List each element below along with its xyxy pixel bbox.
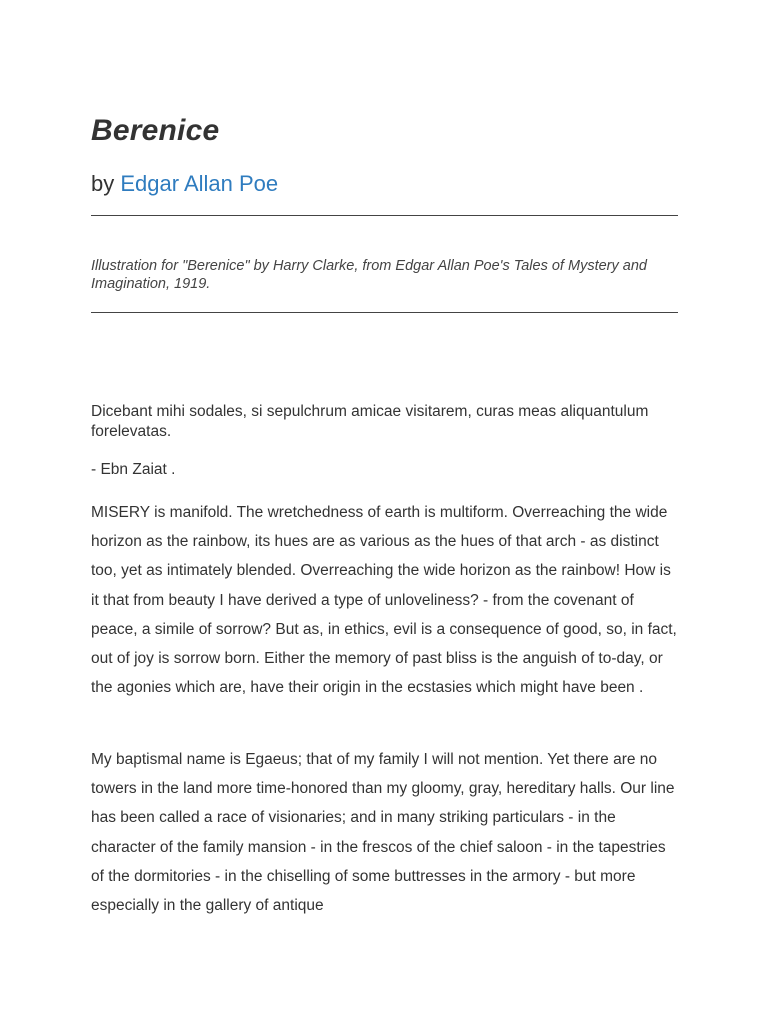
byline-prefix: by [91, 171, 115, 196]
illustration-caption: Illustration for "Berenice" by Harry Clarke, from Edgar Allan Poe's Tales of Mystery and Imagination, 1919. [91, 258, 647, 292]
body-paragraph: My baptismal name is Egaeus; that of my family I will not mention. Yet there are no towers in the land more time-honored than my gloomy, gray, hereditary halls. Our line has been called a race of visionaries; and in many striking particulars - in the character of the family mansion - in the frescos of the chief saloon - in the tapestries of the dormitories - in the chiselling of some buttresses in the armory - but more especially in the gallery of antique [91, 751, 675, 915]
epigraph-attribution: - Ebn Zaiat . [91, 461, 176, 478]
epigraph: Dicebant mihi sodales, si sepulchrum amicae visitarem, curas meas aliquantulum forelevatas. [91, 403, 649, 440]
body-paragraph: MISERY is manifold. The wretchedness of earth is multiform. Overreaching the wide horizon as the rainbow, its hues are as various as the hues of that arch - as distinct too, yet as intimately blended. Overreaching the wide horizon as the rainbow! How is it that from beauty I have derived a type of unloveliness? - from the covenant of peace, a simile of sorrow? But as, in ethics, evil is a consequence of good, so, in fact, out of joy is sorrow born. Either the memory of past bliss is the anguish of to-day, or the agonies which are, have their origin in the ecstasies which might have been . [91, 504, 677, 697]
byline [91, 170, 278, 198]
author-link[interactable]: Edgar Allan Poe [120, 171, 279, 196]
divider-bottom [91, 312, 678, 313]
article-title: Berenice [91, 114, 220, 147]
divider-top [91, 215, 678, 216]
